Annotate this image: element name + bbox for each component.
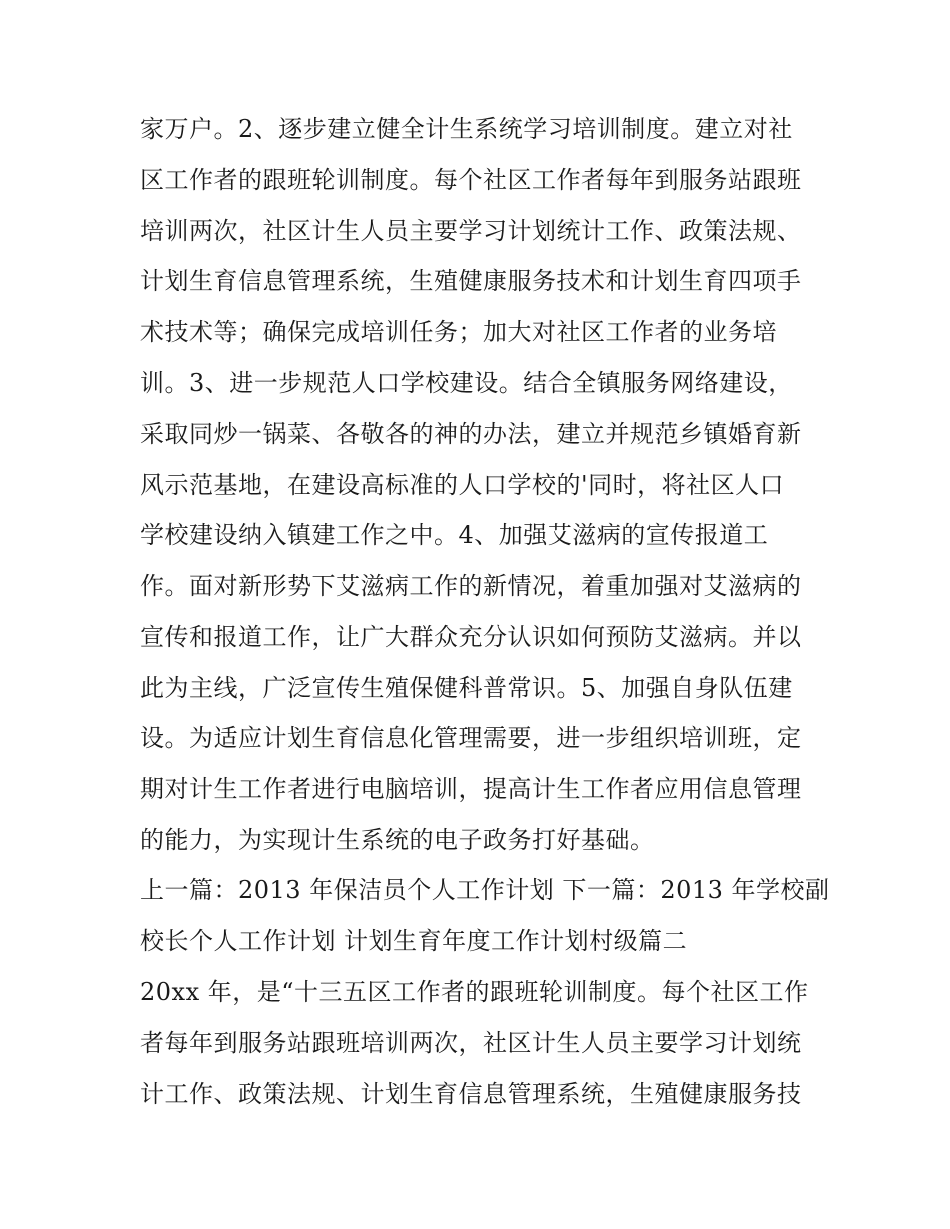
paragraph-1-line-15: 的能力，为实现计生系统的电子政务打好基础。 xyxy=(140,826,655,854)
paragraph-1-line-6: 训。3、进一步规范人口学校建设。结合全镇服务网络建设， xyxy=(140,369,793,397)
paragraph-1-line-1: 家万户。2、逐步建立健全计生系统学习培训制度。建立对社 xyxy=(140,115,793,143)
paragraph-1-line-10: 作。面对新形势下艾滋病工作的新情况，着重加强对艾滋病的 xyxy=(140,572,802,600)
paragraph-2-line-2: 者每年到服务站跟班培训两次，社区计生人员主要学习计划统 xyxy=(140,1029,802,1057)
nav-line-1[interactable]: 上一篇：2013 年保洁员个人工作计划 下一篇：2013 年学校副 xyxy=(140,876,830,904)
paragraph-1-line-4: 计划生育信息管理系统，生殖健康服务技术和计划生育四项手 xyxy=(140,267,802,295)
paragraph-2-line-1: 20xx 年，是“十三五区工作者的跟班轮训制度。每个社区工作 xyxy=(140,978,809,1006)
paragraph-1-line-12: 此为主线，广泛宣传生殖保健科普常识。5、加强自身队伍建 xyxy=(140,674,793,702)
paragraph-1-line-11: 宣传和报道工作，让广大群众充分认识如何预防艾滋病。并以 xyxy=(140,623,802,651)
paragraph-1-line-14: 期对计生工作者进行电脑培训，提高计生工作者应用信息管理 xyxy=(140,775,802,803)
paragraph-1-line-8: 风示范基地，在建设高标准的人口学校的'同时，将社区人口 xyxy=(140,471,785,499)
paragraph-1-line-13: 设。为适应计划生育信息化管理需要，进一步组织培训班，定 xyxy=(140,724,802,752)
paragraph-1-line-2: 区工作者的跟班轮训制度。每个社区工作者每年到服务站跟班 xyxy=(140,166,802,194)
paragraph-2-line-3: 计工作、政策法规、计划生育信息管理系统，生殖健康服务技 xyxy=(140,1080,802,1108)
paragraph-1-line-7: 采取同炒一锅菜、各敬各的神的办法，建立并规范乡镇婚育新 xyxy=(140,420,802,448)
nav-line-2[interactable]: 校长个人工作计划 计划生育年度工作计划村级篇二 xyxy=(140,927,688,955)
paragraph-1-line-5: 术技术等；确保完成培训任务；加大对社区工作者的业务培 xyxy=(140,318,777,346)
paragraph-1-line-3: 培训两次，社区计生人员主要学习计划统计工作、政策法规、 xyxy=(140,217,802,245)
paragraph-1-line-9: 学校建设纳入镇建工作之中。4、加强艾滋病的宣传报道工 xyxy=(140,521,769,549)
